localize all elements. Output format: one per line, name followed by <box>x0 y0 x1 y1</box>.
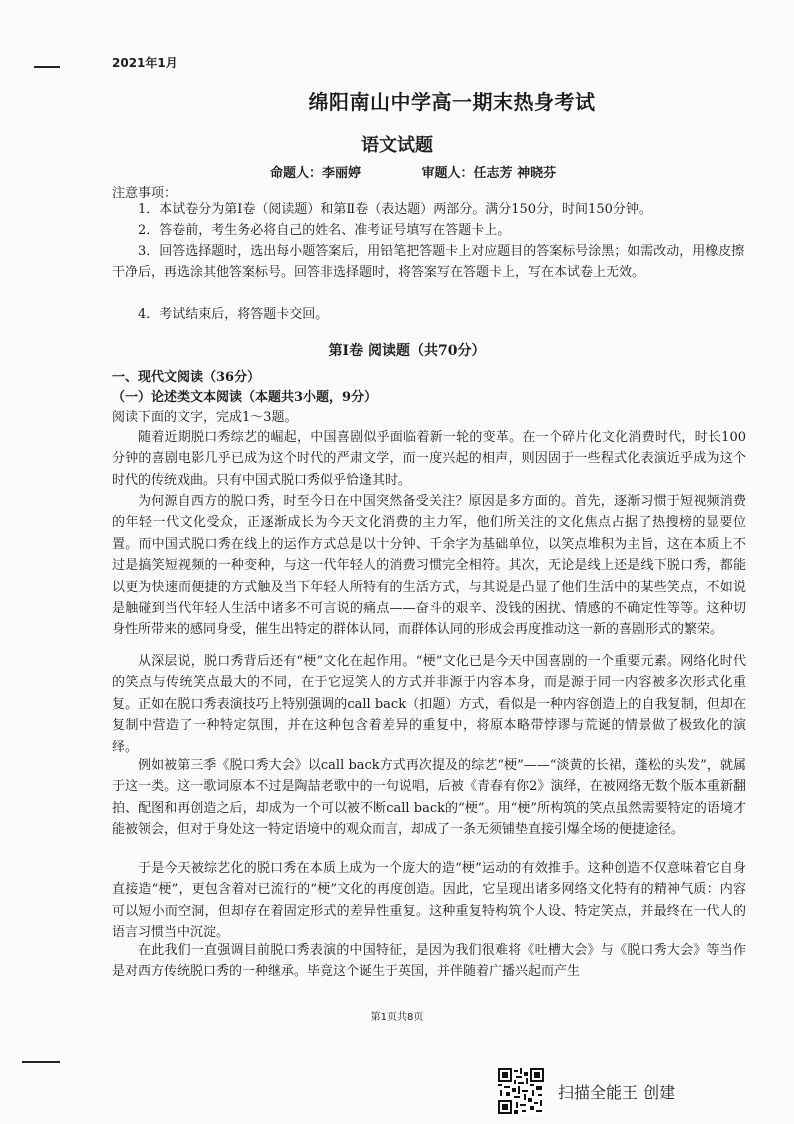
qr-code-icon <box>498 1068 544 1114</box>
part-heading: 一、现代文阅读（36分） <box>112 370 261 385</box>
passage-paragraph: 为何源自西方的脱口秀，时至今日在中国突然备受关注？原因是多方面的。首先，逐渐习惯于短视频消费的年轻一代文化受众，正逐渐成长为今天文化消费的主力军，他们所关注的文化焦点占据了热搜榜的显要位置。而中国式脱口秀在线上的运作方式总是以十分钟、千余字为基础单位，以笑点堆积为主旨，这在本质上不过是搞笑短视频的一种变种，与这一代年轻人的消费习惯完全相符。其次，无论是线上还是线下脱口秀，都能以更为快速而便捷的方式触及当下年轻人所特有的生活方式，与其说是凸显了他们生活中的某些笑点，不如说是触碰到当代年轻人生活中诸多不可言说的痛点——奋斗的艰辛、没钱的困扰、情感的不确定性等等。这种切身性所带来的感同身受，催生出特定的群体认同，而群体认同的形成会再度推动这一新的喜剧形式的繁荣。 <box>112 494 746 638</box>
page-number: 第1页共8页 <box>370 1012 424 1023</box>
note-item: 1．本试卷分为第Ⅰ卷（阅读题）和第Ⅱ卷（表达题）两部分。满分150分，时间150分钟。 <box>138 202 652 217</box>
passage-paragraph: 随着近期脱口秀综艺的崛起，中国喜剧似乎面临着新一轮的变革。在一个碎片化文化消费时代，时长100分钟的喜剧电影几乎已成为这个时代的严肃文学，而一度兴起的相声，则因固于一些程式化表演近乎成为这个时代的传统戏曲。只有中国式脱口秀似乎恰逢其时。 <box>112 430 746 488</box>
scanner-watermark: 扫描全能王 创建 <box>558 1083 676 1102</box>
subpart-heading: （一）论述类文本阅读（本题共3小题，9分） <box>112 390 378 405</box>
passage-paragraph: 于是今天被综艺化的脱口秀在本质上成为一个庞大的造“梗”运动的有效推手。这种创造不仅意味着它自身直接造“梗”，更包含着对已流行的“梗”文化的再度创造。因此，它呈现出诸多网络文化特有的精神气质：内容可以短小而空洞，但却存在着固定形式的差异性重复。这种重复特构筑个人设、特定笑点，并最终在一代人的语言习惯当中沉淀。 <box>112 861 746 941</box>
question-author: 命题人：李丽婷 <box>270 166 362 181</box>
authors-line <box>270 162 612 181</box>
exam-subtitle: 语文试题 <box>361 135 433 156</box>
question-reviewer: 审题人：任志芳 神晓芬 <box>421 166 557 181</box>
passage-paragraph: 从深层说，脱口秀背后还有“梗”文化在起作用。“梗”文化已是今天中国喜剧的一个重要元素。网络化时代的笑点与传统笑点最大的不同，在于它逗笑人的方式并非源于内容本身，而是源于同一内容被多次形式化重复。正如在脱口秀表演技巧上特别强调的call back（扣题）方式，看似是一种内容创造上的自我复制，但却在复制中营造了一种特定氛围，并在这种包含着差异的重复中，将原本略带悖谬与荒诞的情景做了极致化的演绎。 <box>112 654 746 755</box>
passage-paragraph: 例如被第三季《脱口秀大会》以call back方式再次提及的综艺“梗”——“淡黄的长裙，蓬松的头发”，就属于这一类。这一歌词原本不过是陶喆老歌中的一句说唱，后被《青春有你2》演绎，在被网络无数个版本重新翻拍、配图和再创造之后，却成为一个可以被不断call back的“梗”。用“梗”所构筑的笑点虽然需要特定的语境才能被领会，但对于身处这一特定语境中的观众而言，却成了一条无须铺垫直接引爆全场的便捷途径。 <box>112 758 746 838</box>
section-title: 第Ⅰ卷 阅读题（共70分） <box>328 343 486 359</box>
note-item: 3．回答选择题时，选出每小题答案后，用铅笔把答题卡上对应题目的答案标号涂黑；如需改动，用橡皮擦干净后，再选涂其他答案标号。回答非选择题时，将答案写在答题卡上，写在本试卷上无效。 <box>112 244 745 280</box>
margin-mark-bottom <box>22 1061 60 1063</box>
notes-heading: 注意事项： <box>112 186 178 201</box>
passage-paragraph: 在此我们一直强调目前脱口秀表演的中国特征，是因为我们很难将《吐槽大会》与《脱口秀大会》等当作是对西方传统脱口秀的一种继承。毕竟这个诞生于英国，并伴随着广播兴起而产生 <box>112 943 746 980</box>
margin-mark-top <box>34 66 60 68</box>
exam-title: 绵阳南山中学高一期末热身考试 <box>308 90 596 114</box>
note-item: 4．考试结束后，将答题卡交回。 <box>138 307 329 322</box>
exam-date: 2021年1月 <box>112 56 178 70</box>
reading-instruction: 阅读下面的文字，完成1～3题。 <box>112 410 298 425</box>
note-item: 2．答卷前，考生务必将自己的姓名、准考证号填写在答题卡上。 <box>138 223 511 238</box>
